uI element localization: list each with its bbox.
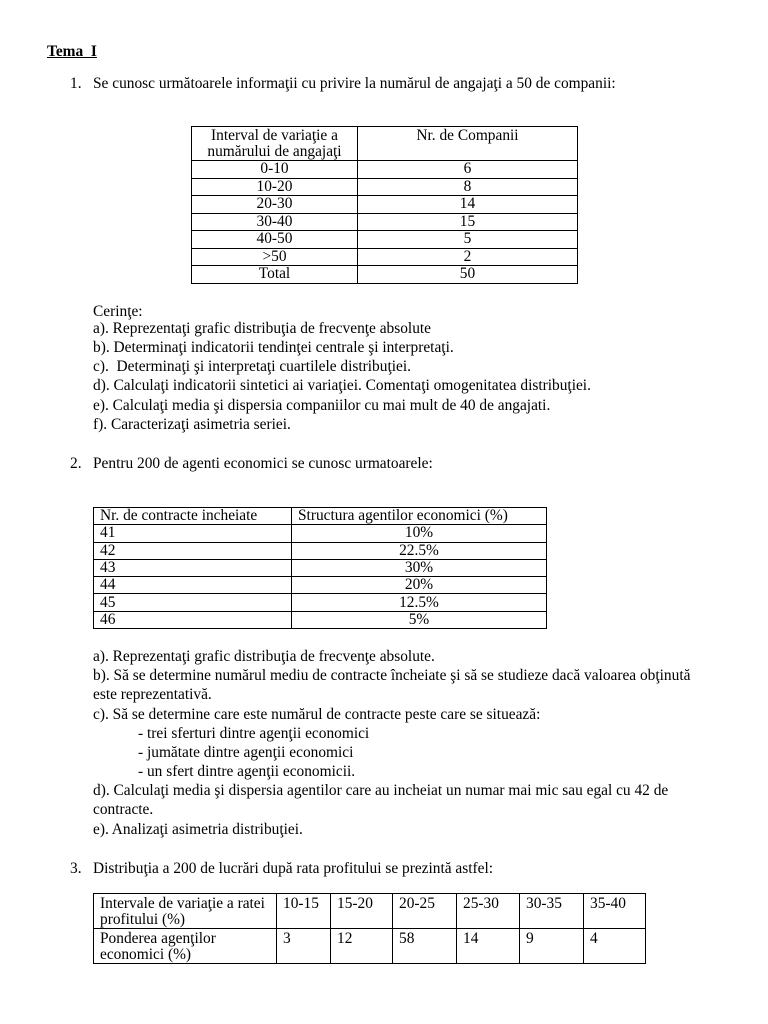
share-cell: 9: [520, 929, 584, 964]
table-row: [192, 161, 578, 179]
header-structure-cell: Structura agentilor economici (%): [292, 508, 547, 525]
task2-requirement-c-item: - jumătate dintre agenţii economici: [138, 744, 354, 761]
table-row: [192, 248, 578, 266]
interval-cell: 30-35: [520, 894, 584, 929]
task2-number: 2.: [70, 455, 82, 472]
table-row-intervals: [94, 894, 646, 929]
table-row: [94, 525, 547, 542]
count-cell: 6: [358, 161, 578, 179]
share-cell: 14: [457, 929, 520, 964]
total-label-cell: Total: [192, 266, 358, 284]
profit-rate-table: [93, 893, 646, 964]
table-row: [192, 196, 578, 214]
task2-requirement-c-item: - trei sferturi dintre agenţii economici: [138, 725, 370, 742]
interval-cell: 0-10: [192, 161, 358, 179]
table-header-row: [192, 127, 578, 161]
interval-cell: 30-40: [192, 213, 358, 231]
interval-cell: 35-40: [584, 894, 646, 929]
table-row: [192, 231, 578, 249]
task2-requirement-d: d). Calculaţi media şi dispersia agentilor care au incheiat un numar mai mic sau egal cu 42 de: [93, 782, 669, 799]
page-title: Tema I: [47, 43, 97, 60]
interval-cell: 40-50: [192, 231, 358, 249]
contracts-cell: 41: [94, 525, 292, 542]
task1-requirement: e). Calculaţi media şi dispersia companiilor cu mai mult de 40 de angajati.: [93, 397, 551, 414]
count-cell: 2: [358, 248, 578, 266]
task3-number: 3.: [70, 860, 82, 877]
interval-cell: 20-25: [393, 894, 457, 929]
count-cell: 15: [358, 213, 578, 231]
task1-requirements-label: Cerinţe:: [93, 303, 143, 320]
table-row: [94, 594, 547, 611]
contracts-cell: 46: [94, 611, 292, 628]
structure-cell: 12.5%: [292, 594, 547, 611]
task2-requirement-e: e). Analizaţi asimetria distribuţiei.: [93, 821, 303, 838]
table-total-row: [192, 266, 578, 284]
task2-intro: Pentru 200 de agenti economici se cunosc urmatoarele:: [93, 455, 433, 472]
table-row: [94, 542, 547, 559]
share-cell: 12: [331, 929, 393, 964]
count-cell: 5: [358, 231, 578, 249]
structure-cell: 30%: [292, 559, 547, 576]
total-count-cell: 50: [358, 266, 578, 284]
header-interval-line: Interval de variaţie a: [211, 127, 338, 144]
contracts-structure-table: [93, 507, 547, 629]
contracts-cell: 45: [94, 594, 292, 611]
task1-requirement: c). Determinaţi şi interpretaţi cuartilele distribuţiei.: [93, 358, 411, 375]
contracts-cell: 44: [94, 577, 292, 594]
header-interval-line: numărului de angajaţi: [207, 143, 342, 160]
interval-cell: >50: [192, 248, 358, 266]
interval-cell: 20-30: [192, 196, 358, 214]
task1-requirement: b). Determinaţi indicatorii tendinţei centrale şi interpretaţi.: [93, 339, 454, 356]
structure-cell: 5%: [292, 611, 547, 628]
share-cell: 58: [393, 929, 457, 964]
interval-cell: 10-15: [277, 894, 331, 929]
table-row-shares: [94, 929, 646, 964]
share-cell: 4: [584, 929, 646, 964]
contracts-cell: 43: [94, 559, 292, 576]
task2-requirement-c: c). Să se determine care este numărul de contracte peste care se situează:: [93, 706, 541, 723]
interval-label-line: Intervale de variaţie a ratei: [100, 895, 265, 912]
structure-cell: 20%: [292, 577, 547, 594]
interval-cell: 25-30: [457, 894, 520, 929]
task1-requirement: f). Caracterizaţi asimetria seriei.: [93, 416, 291, 433]
table-row: [192, 178, 578, 196]
task1-intro: Se cunosc următoarele informaţii cu privire la numărul de angajaţi a 50 de companii:: [93, 75, 616, 92]
task1-number: 1.: [70, 75, 82, 92]
task1-requirement: a). Reprezentaţi grafic distribuţia de frecvenţe absolute: [93, 320, 432, 337]
table-header-row: [94, 508, 547, 525]
interval-label-cell: [94, 894, 277, 929]
count-cell: 8: [358, 178, 578, 196]
task2-requirement-d-continued: contracte.: [93, 801, 154, 818]
structure-cell: 22.5%: [292, 542, 547, 559]
count-cell: 14: [358, 196, 578, 214]
header-contracts-cell: Nr. de contracte incheiate: [94, 508, 292, 525]
interval-cell: 15-20: [331, 894, 393, 929]
share-label-line: economici (%): [100, 946, 192, 963]
contracts-cell: 42: [94, 542, 292, 559]
share-label-line: Ponderea agenţilor: [100, 930, 216, 947]
table-row: [94, 577, 547, 594]
header-interval-cell: [192, 127, 358, 161]
share-label-cell: [94, 929, 277, 964]
task2-requirement-a: a). Reprezentaţi grafic distribuţia de frecvenţe absolute.: [93, 648, 435, 665]
header-count-cell: Nr. de Companii: [358, 127, 578, 161]
employees-frequency-table: [191, 126, 578, 284]
task2-requirement-b: b). Să se determine numărul mediu de contracte încheiate şi să se studieze dacă valoarea obţinută: [93, 667, 691, 684]
table-row: [192, 213, 578, 231]
task1-requirement: d). Calculaţi indicatorii sintetici ai variaţiei. Comentaţi omogenitatea distribuţiei.: [93, 377, 591, 394]
interval-label-line: profitului (%): [100, 911, 186, 928]
interval-cell: 10-20: [192, 178, 358, 196]
table-row: [94, 559, 547, 576]
task2-requirement-c-item: - un sfert dintre agenţii economicii.: [138, 763, 356, 780]
task3-intro: Distribuţia a 200 de lucrări după rata profitului se prezintă astfel:: [93, 860, 494, 877]
share-cell: 3: [277, 929, 331, 964]
task2-requirement-b-continued: este reprezentativă.: [93, 686, 212, 703]
structure-cell: 10%: [292, 525, 547, 542]
table-row: [94, 611, 547, 628]
